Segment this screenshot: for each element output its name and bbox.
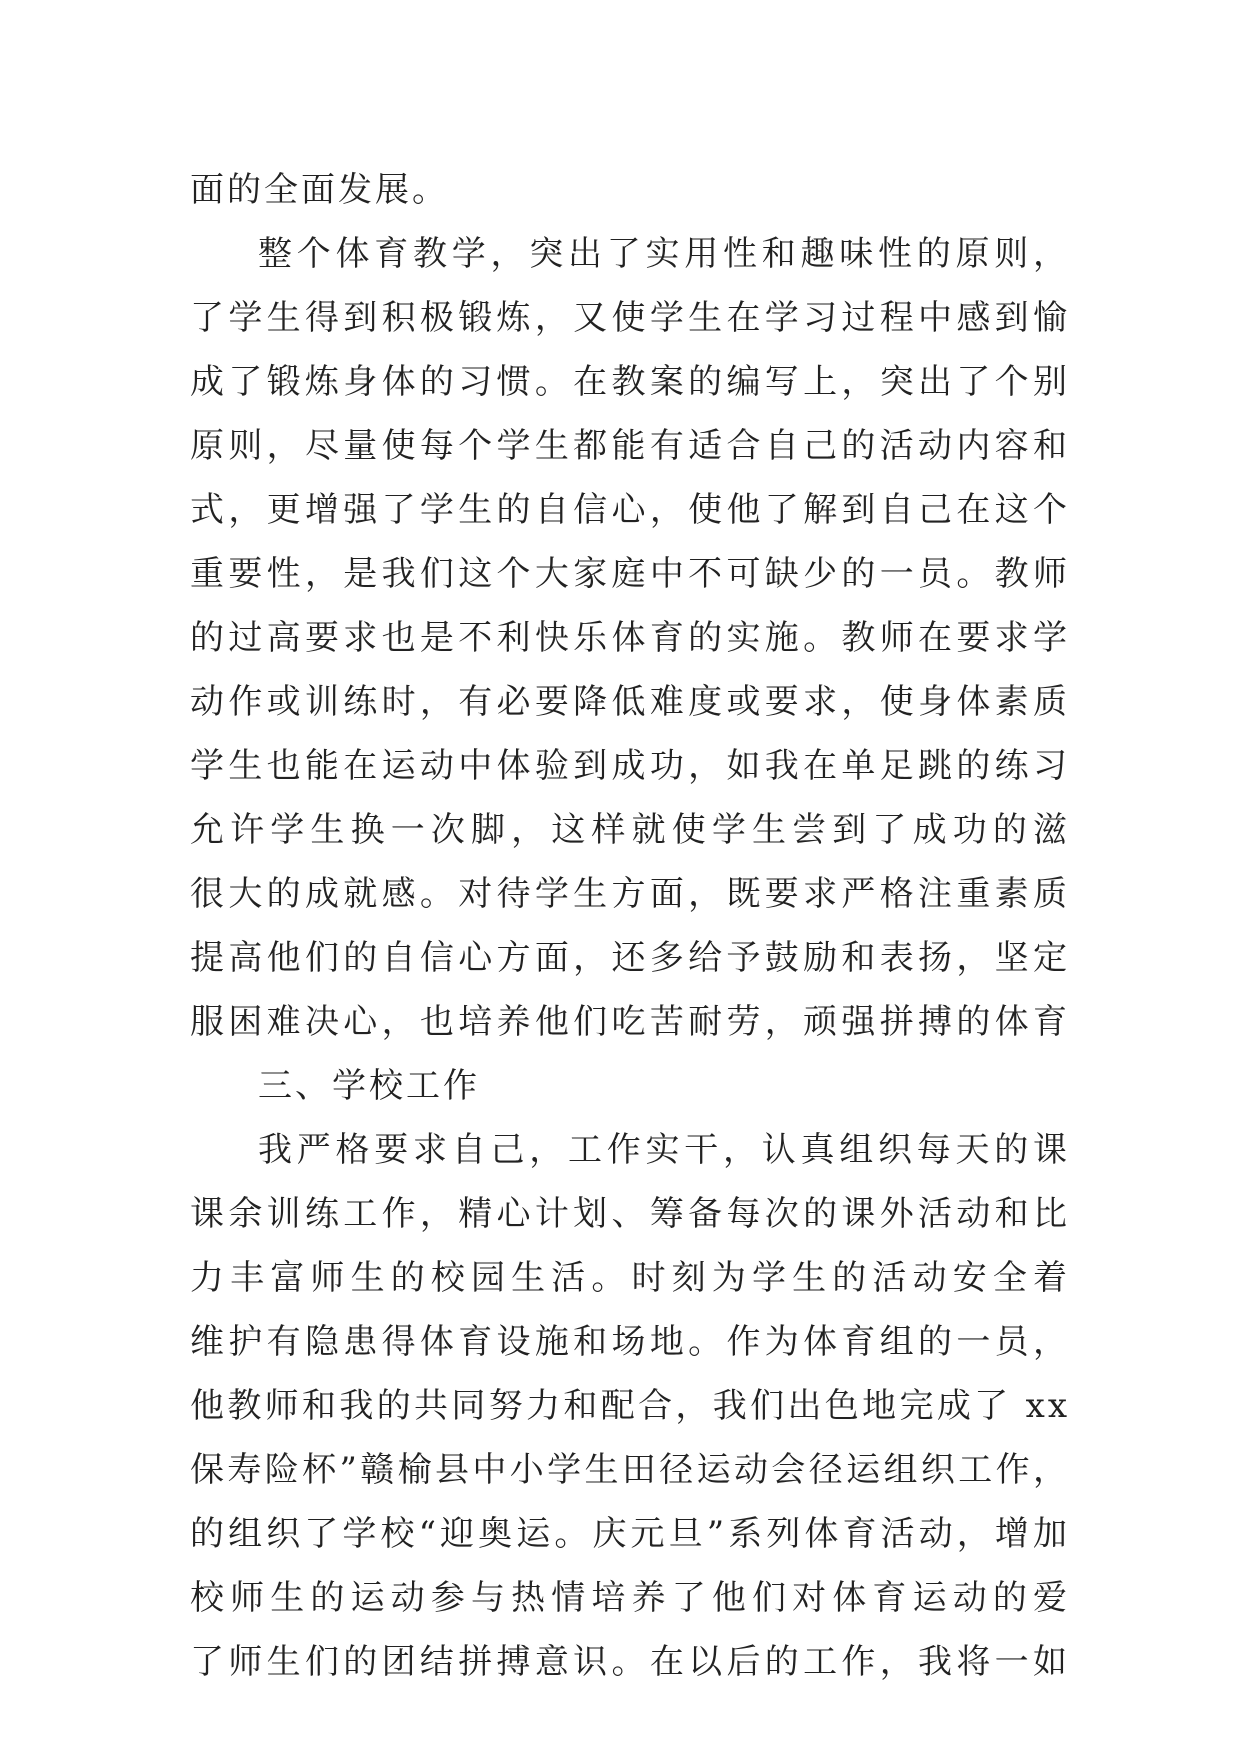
text-line: 校师生的运动参与热情培养了他们对体育运动的爱	[190, 1578, 1070, 1618]
text-line: 的过高要求也是不利快乐体育的实施。教师在要求学	[190, 618, 1070, 658]
text-line: 提高他们的自信心方面，还多给予鼓励和表扬，坚定	[190, 938, 1070, 978]
text-line: 重要性，是我们这个大家庭中不可缺少的一员。教师	[190, 554, 1070, 594]
text-line: 允许学生换一次脚，这样就使学生尝到了成功的滋	[190, 810, 1070, 850]
text-line: 学生也能在运动中体验到成功，如我在单足跳的练习	[190, 746, 1070, 786]
text-line: 保寿险杯”赣榆县中小学生田径运动会径运组织工作，	[190, 1450, 1070, 1490]
body-text	[190, 158, 1070, 1694]
text-line: 动作或训练时，有必要降低难度或要求，使身体素质	[190, 682, 1070, 722]
text-line: 他教师和我的共同努力和配合，我们出色地完成了 xx	[190, 1386, 1070, 1426]
text-line: 式，更增强了学生的自信心，使他了解到自己在这个	[190, 490, 1070, 530]
text-line: 服困难决心，也培养他们吃苦耐劳，顽强拼搏的体育	[190, 1002, 1070, 1042]
text-line: 力丰富师生的校园生活。时刻为学生的活动安全着	[190, 1258, 1070, 1298]
text-line: 三、学校工作	[258, 1066, 480, 1106]
text-line: 整个体育教学，突出了实用性和趣味性的原则，	[258, 234, 1070, 274]
text-line: 了学生得到积极锻炼，又使学生在学习过程中感到愉	[190, 298, 1070, 338]
text-line: 的组织了学校“迎奥运。庆元旦”系列体育活动，增加	[190, 1514, 1070, 1554]
text-line: 面的全面发展。	[190, 170, 449, 210]
text-line: 我严格要求自己，工作实干，认真组织每天的课	[258, 1130, 1070, 1170]
text-line: 原则，尽量使每个学生都能有适合自己的活动内容和	[190, 426, 1070, 466]
text-line: 很大的成就感。对待学生方面，既要求严格注重素质	[190, 874, 1070, 914]
text-line: 课余训练工作，精心计划、筹备每次的课外活动和比	[190, 1194, 1070, 1234]
text-line: 成了锻炼身体的习惯。在教案的编写上，突出了个别	[190, 362, 1070, 402]
text-line: 维护有隐患得体育设施和场地。作为体育组的一员，	[190, 1322, 1070, 1362]
text-line: 了师生们的团结拼搏意识。在以后的工作，我将一如	[190, 1642, 1070, 1682]
